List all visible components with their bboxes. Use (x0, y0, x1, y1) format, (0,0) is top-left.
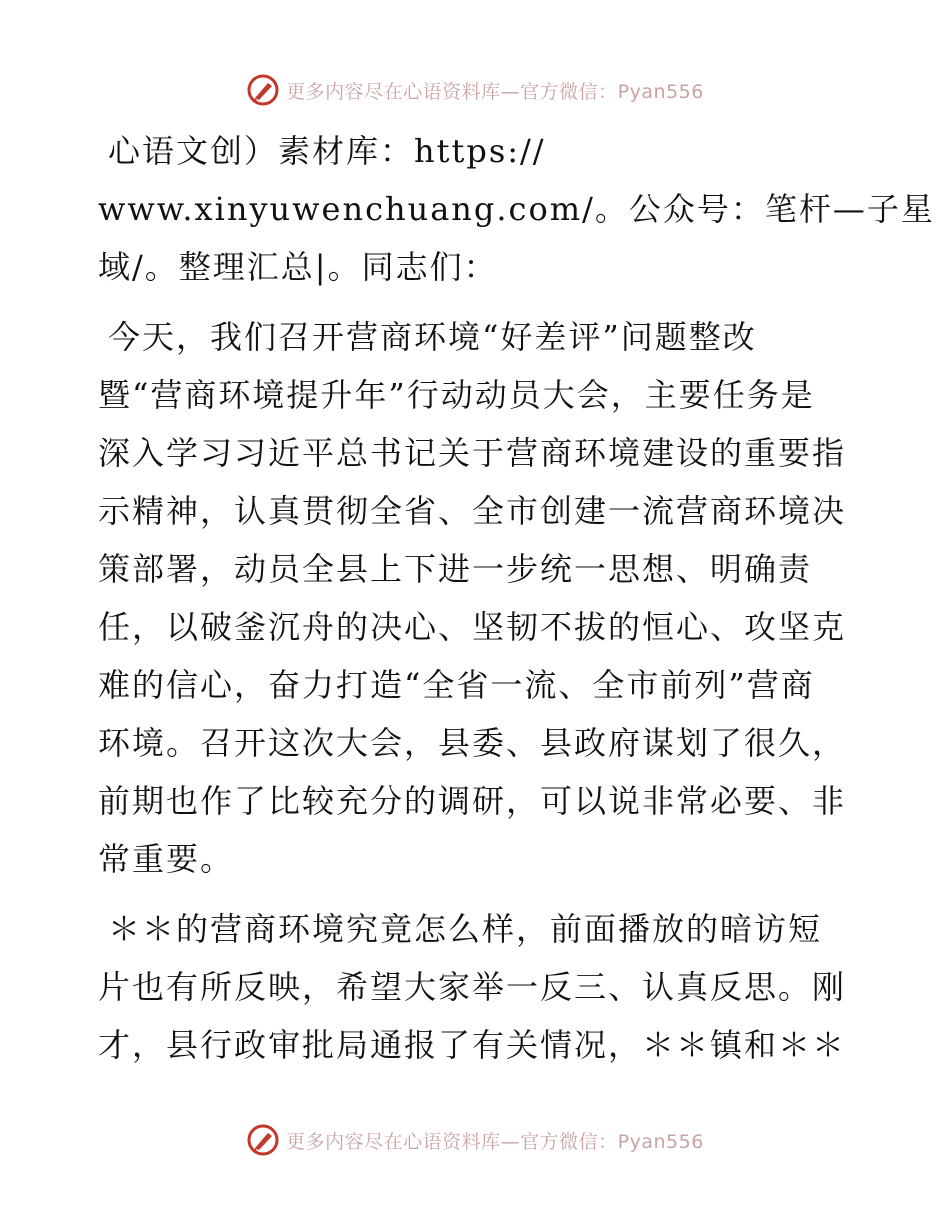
watermark-text: 更多内容尽在心语资料库—官方微信：Pyan556 (286, 1130, 704, 1153)
watermark-text: 更多内容尽在心语资料库—官方微信：Pyan556 (286, 80, 704, 103)
footer-watermark (0, 1120, 950, 1160)
pen-nib-logo-icon (246, 1123, 280, 1157)
text-line: 示精神，认真贯彻全省、全市创建一流营商环境决 (98, 492, 847, 530)
text-line: 环境。召开这次大会，县委、县政府谋划了很久， (98, 724, 847, 762)
text-line: 深入学习习近平总书记关于营商环境建设的重要指 (98, 434, 847, 472)
text-line: 今天，我们召开营商环境“好差评”问题整改 (108, 318, 757, 356)
header-watermark (0, 70, 950, 110)
text-line: 心语文创）素材库：https:// (108, 132, 546, 170)
paragraph-3 (98, 900, 858, 1074)
paragraph-1 (98, 122, 935, 296)
text-line: ＊＊的营商环境究竟怎么样，前面播放的暗访短 (108, 910, 823, 948)
text-line: 域/。整理汇总|。同志们： (98, 248, 498, 286)
paragraph-2 (98, 308, 858, 888)
text-line: 暨“营商环境提升年”行动动员大会，主要任务是 (98, 376, 815, 414)
text-line: 任，以破釜沉舟的决心、坚韧不拔的恒心、攻坚克 (98, 608, 847, 646)
document-body (98, 122, 935, 1074)
text-line: 前期也作了比较充分的调研，可以说非常必要、非 (98, 782, 847, 820)
text-line: 策部署，动员全县上下进一步统一思想、明确责 (98, 550, 813, 588)
pen-nib-logo-icon (246, 73, 280, 107)
text-line: 才，县行政审批局通报了有关情况，＊＊镇和＊＊ (98, 1026, 847, 1064)
text-line: 常重要。 (98, 840, 235, 878)
text-line: 片也有所反映，希望大家举一反三、认真反思。刚 (98, 968, 847, 1006)
text-line: 难的信心，奋力打造“全省一流、全市前列”营商 (98, 666, 815, 704)
text-line: www.xinyuwenchuang.com/。公众号：笔杆—子星 (98, 190, 935, 228)
